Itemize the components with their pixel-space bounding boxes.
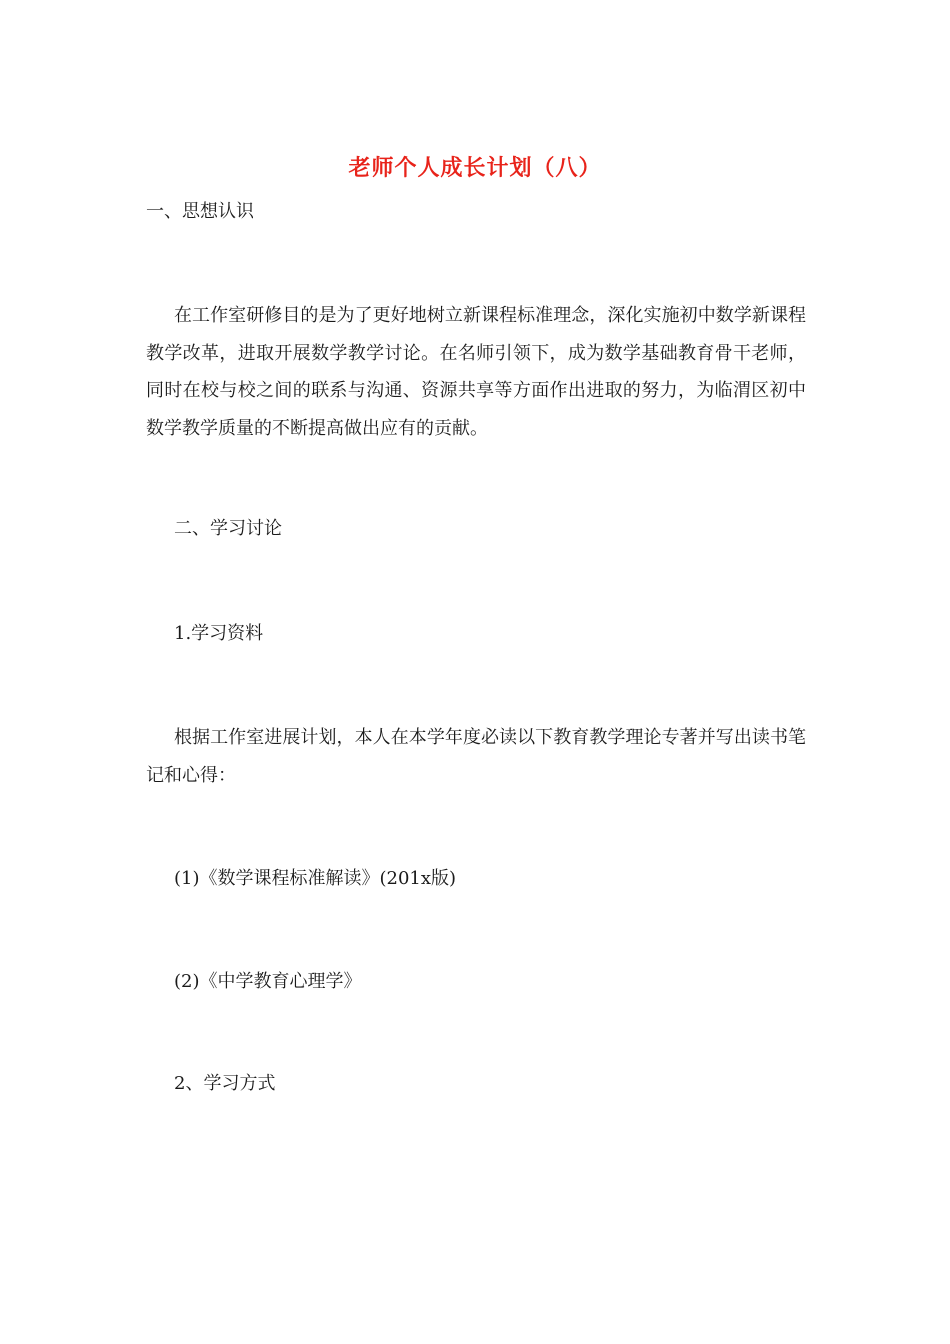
book-list-item: (1)《数学课程标准解读》(201x版) xyxy=(174,868,457,889)
document-title: 老师个人成长计划（八） xyxy=(348,155,602,181)
book-list-item: (2)《中学教育心理学》 xyxy=(174,971,362,992)
section-paragraph-thought: 在工作室研修目的是为了更好地树立新课程标准理念，深化实施初中数学新课程教学改革，进取开展数学教学讨论。在名师引领下，成为数学基础教育骨干老师，同时在校与校之间的联系与沟通、资源共享等方面作出进取的努力，为临渭区初中数学教学质量的不断提高做出应有的贡献。 xyxy=(146,305,806,439)
subsection-heading-materials: 1.学习资料 xyxy=(174,623,264,644)
subsection-heading-method: 2、学习方式 xyxy=(174,1073,276,1094)
section-heading-thought: 一、思想认识 xyxy=(146,201,254,222)
subsection-paragraph-materials: 根据工作室进展计划，本人在本学年度必读以下教育教学理论专著并写出读书笔记和心得： xyxy=(146,727,806,786)
section-heading-study: 二、学习讨论 xyxy=(174,518,282,539)
